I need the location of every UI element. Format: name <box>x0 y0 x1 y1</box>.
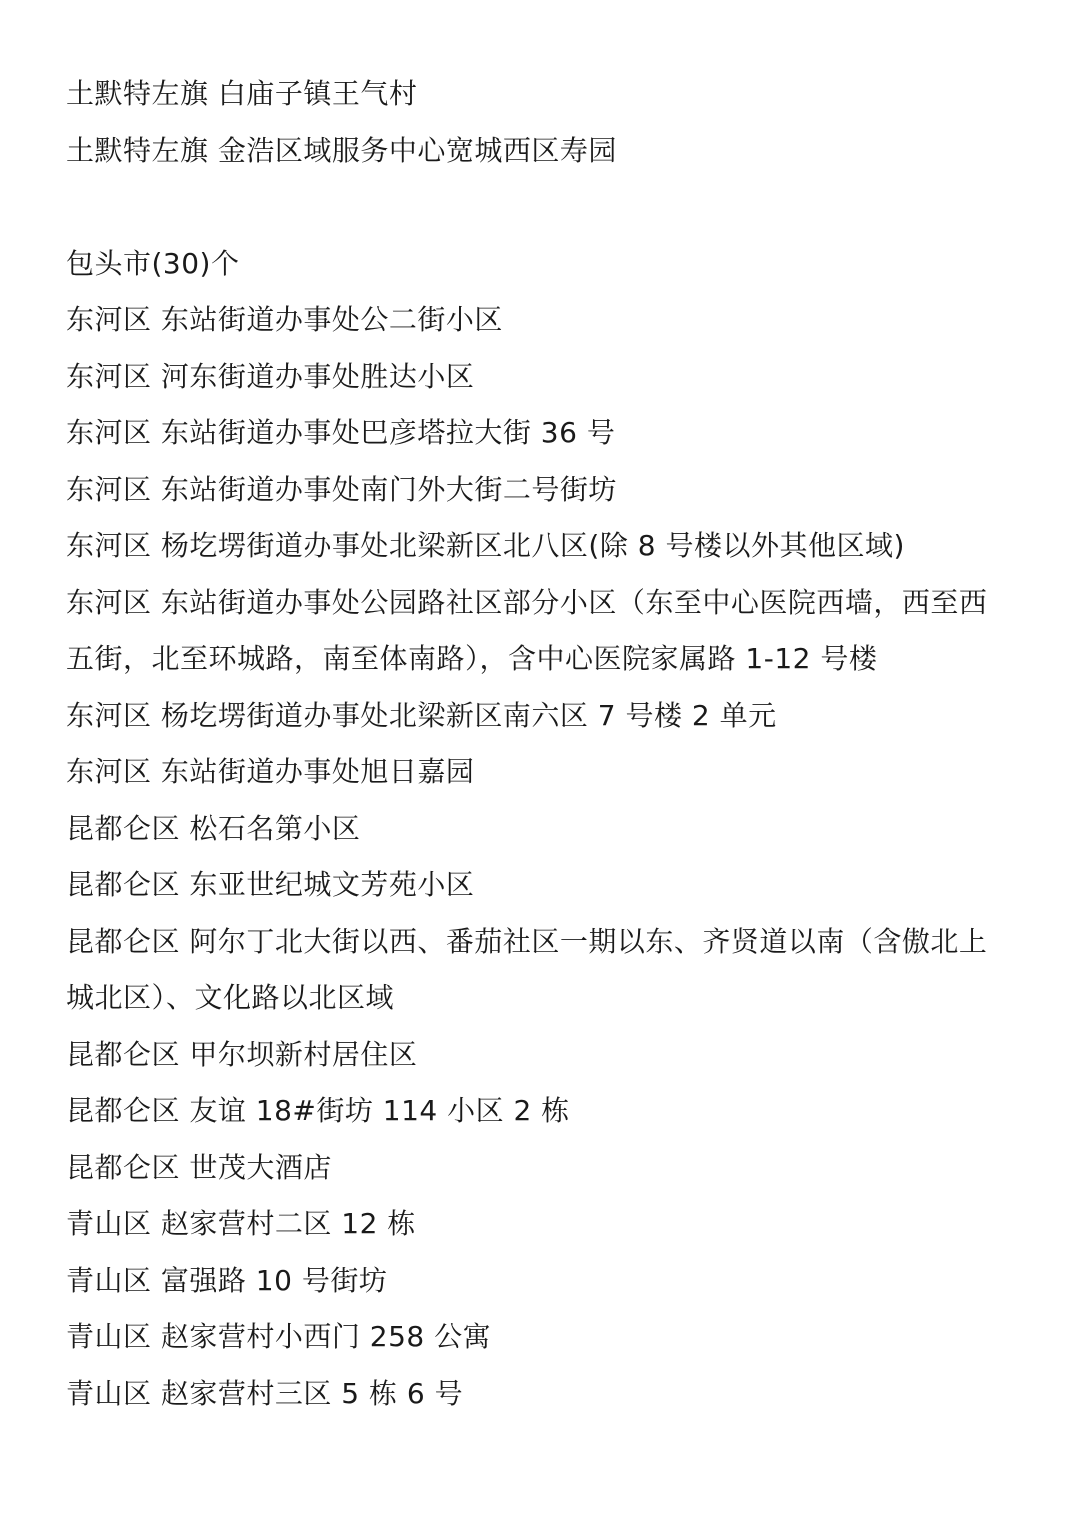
text-line: 青山区 富强路 10 号街坊 <box>66 1263 388 1297</box>
blank-line <box>66 179 1026 236</box>
text-line: 东河区 东站街道办事处南门外大街二号街坊 <box>66 472 617 506</box>
text-line: 土默特左旗 金浩区域服务中心宽城西区寿园 <box>66 133 617 167</box>
text-line: 城北区）、文化路以北区域 <box>66 981 395 1014</box>
text-line: 东河区 东站街道办事处公园路社区部分小区（东至中心医院西墙，西至西 <box>66 585 988 619</box>
text-line: 昆都仑区 甲尔坝新村居住区 <box>66 1037 418 1071</box>
document-page <box>66 66 1026 1422</box>
text-line: 东河区 河东街道办事处胜达小区 <box>66 359 475 393</box>
text-line: 昆都仑区 松石名第小区 <box>66 811 361 845</box>
text-line: 青山区 赵家营村二区 12 栋 <box>66 1207 416 1240</box>
text-line: 东河区 东站街道办事处旭日嘉园 <box>66 755 475 788</box>
text-line: 昆都仑区 世茂大酒店 <box>66 1150 332 1184</box>
text-line: 昆都仑区 东亚世纪城文芳苑小区 <box>66 868 475 901</box>
text-line: 东河区 杨圪塄街道办事处北梁新区南六区 7 号楼 2 单元 <box>66 698 777 732</box>
text-line: 东河区 杨圪塄街道办事处北梁新区北八区(除 8 号楼以外其他区域) <box>66 529 905 562</box>
text-line: 青山区 赵家营村三区 5 栋 6 号 <box>66 1376 464 1410</box>
text-line: 五街，北至环城路，南至体南路），含中心医院家属路 1-12 号楼 <box>66 642 878 675</box>
text-line: 东河区 东站街道办事处巴彦塔拉大街 36 号 <box>66 416 616 449</box>
text-line: 东河区 东站街道办事处公二街小区 <box>66 303 503 336</box>
text-line: 青山区 赵家营村小西门 258 公寓 <box>66 1320 492 1353</box>
text-line: 土默特左旗 白庙子镇王气村 <box>66 77 418 110</box>
text-line: 昆都仑区 友谊 18#街坊 114 小区 2 栋 <box>66 1094 570 1127</box>
text-line: 昆都仑区 阿尔丁北大街以西、番茄社区一期以东、齐贤道以南（含傲北上 <box>66 924 988 958</box>
section-heading: 包头市(30)个 <box>66 246 240 280</box>
